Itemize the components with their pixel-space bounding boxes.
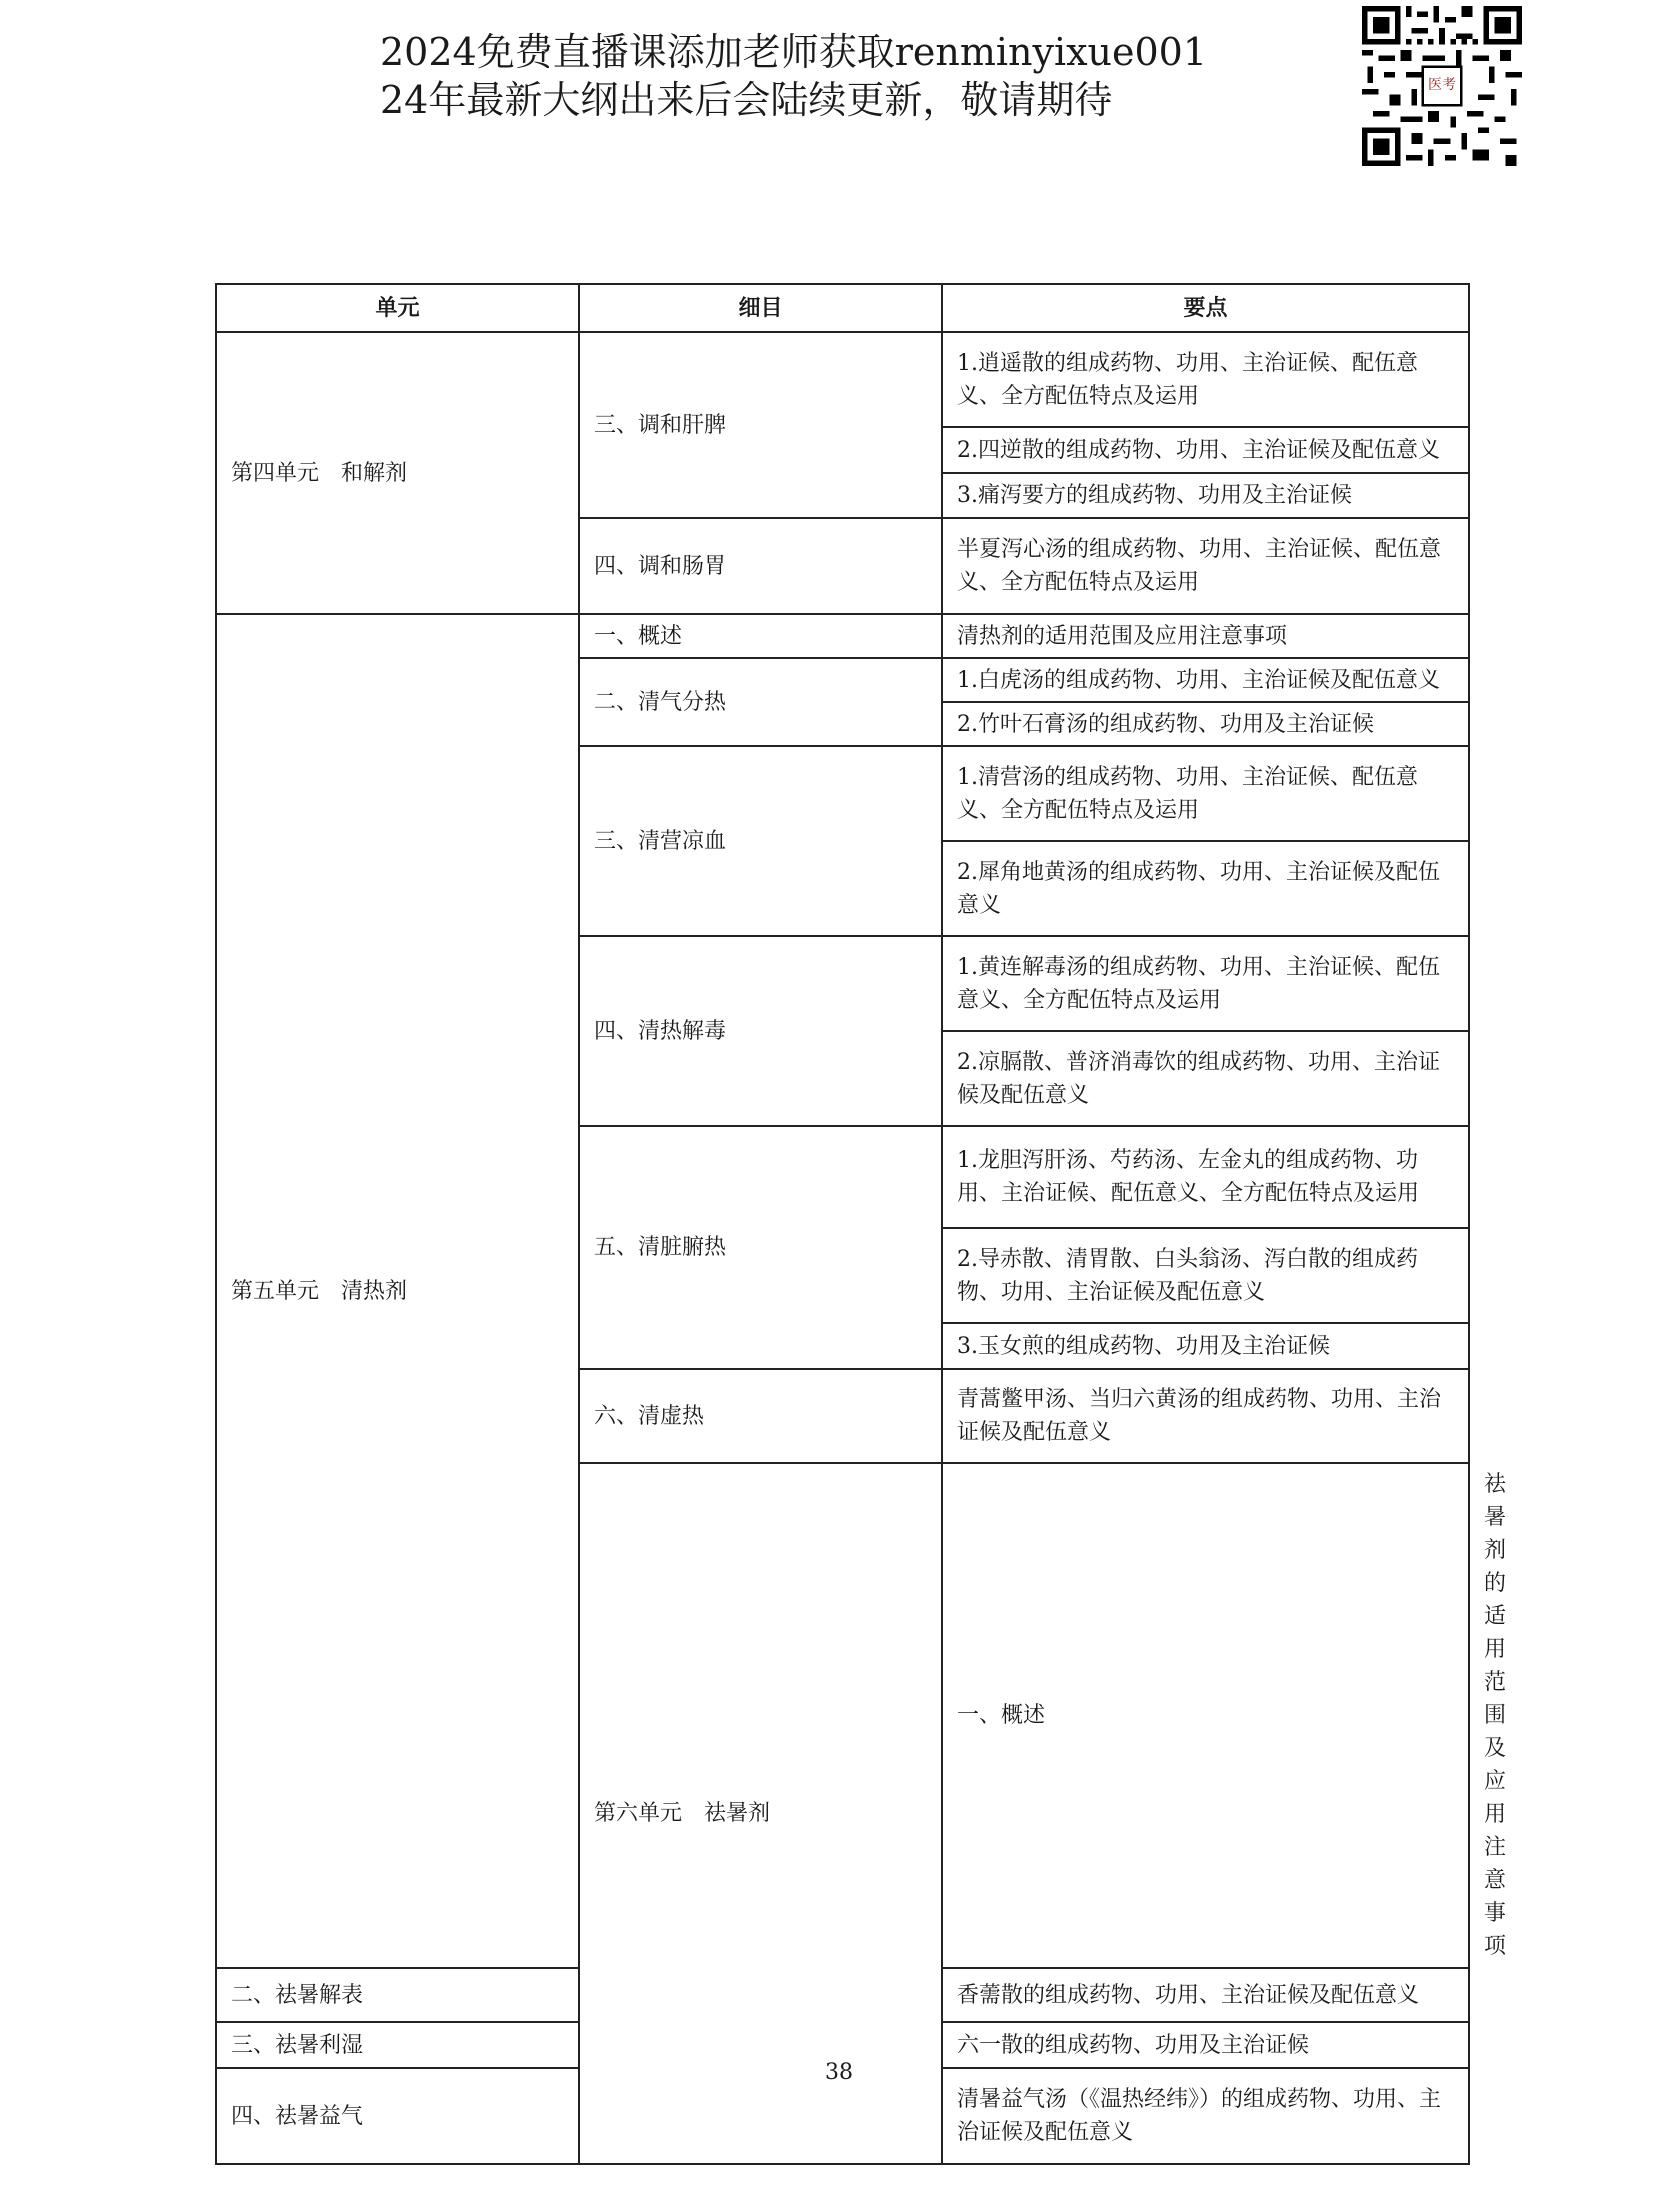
item-cell: 四、祛暑益气 — [216, 2068, 579, 2164]
point-cell: 2.凉膈散、普济消毒饮的组成药物、功用、主治证候及配伍意义 — [942, 1031, 1469, 1126]
point-cell: 3.玉女煎的组成药物、功用及主治证候 — [942, 1323, 1469, 1369]
point-cell: 半夏泻心汤的组成药物、功用、主治证候、配伍意义、全方配伍特点及运用 — [942, 518, 1469, 614]
unit-cell: 第五单元 清热剂 — [216, 614, 579, 1968]
point-cell: 2.竹叶石膏汤的组成药物、功用及主治证候 — [942, 702, 1469, 746]
point-cell: 清暑益气汤（《温热经纬》）的组成药物、功用、主治证候及配伍意义 — [942, 2068, 1469, 2164]
table-row — [216, 614, 1469, 658]
unit-cell: 第四单元 和解剂 — [216, 332, 579, 614]
table-header-row — [216, 284, 1469, 332]
item-cell: 六、清虚热 — [579, 1369, 942, 1463]
point-cell: 六一散的组成药物、功用及主治证候 — [942, 2022, 1469, 2068]
unit-cell: 第六单元 祛暑剂 — [579, 1463, 942, 2164]
point-cell: 1.黄连解毒汤的组成药物、功用、主治证候、配伍意义、全方配伍特点及运用 — [942, 936, 1469, 1031]
item-cell: 五、清脏腑热 — [579, 1126, 942, 1369]
item-cell: 三、祛暑利湿 — [216, 2022, 579, 2068]
page-number: 38 — [825, 2060, 853, 2085]
header-unit: 单元 — [216, 284, 579, 332]
point-cell: 1.白虎汤的组成药物、功用、主治证候及配伍意义 — [942, 658, 1469, 702]
item-cell: 三、清营凉血 — [579, 746, 942, 936]
point-cell: 1.清营汤的组成药物、功用、主治证候、配伍意义、全方配伍特点及运用 — [942, 746, 1469, 841]
point-cell: 清热剂的适用范围及应用注意事项 — [942, 614, 1469, 658]
point-cell: 香薷散的组成药物、功用、主治证候及配伍意义 — [942, 1968, 1469, 2022]
point-cell: 青蒿鳖甲汤、当归六黄汤的组成药物、功用、主治证候及配伍意义 — [942, 1369, 1469, 1463]
point-cell: 1.逍遥散的组成药物、功用、主治证候、配伍意义、全方配伍特点及运用 — [942, 332, 1469, 427]
qr-label: 医考 — [1428, 77, 1456, 93]
point-cell: 3.痛泻要方的组成药物、功用及主治证候 — [942, 473, 1469, 518]
header-points: 要点 — [942, 284, 1469, 332]
table-row — [216, 332, 1469, 427]
point-cell: 1.龙胆泻肝汤、芍药汤、左金丸的组成药物、功用、主治证候、配伍意义、全方配伍特点及运用 — [942, 1126, 1469, 1228]
point-cell: 2.四逆散的组成药物、功用、主治证候及配伍意义 — [942, 427, 1469, 473]
item-cell: 二、祛暑解表 — [216, 1968, 579, 2022]
header-item: 细目 — [579, 284, 942, 332]
header-banner — [380, 28, 1207, 124]
point-cell: 2.导赤散、清胃散、白头翁汤、泻白散的组成药物、功用、主治证候及配伍意义 — [942, 1228, 1469, 1323]
item-cell: 一、概述 — [942, 1463, 1469, 1968]
point-cell: 2.犀角地黄汤的组成药物、功用、主治证候及配伍意义 — [942, 841, 1469, 936]
syllabus-table — [215, 283, 1507, 2165]
banner-line-2: 24年最新大纲出来后会陆续更新，敬请期待 — [380, 78, 1113, 122]
item-cell: 四、清热解毒 — [579, 936, 942, 1126]
item-cell: 二、清气分热 — [579, 658, 942, 746]
item-cell: 四、调和肠胃 — [579, 518, 942, 614]
item-cell: 三、调和肝脾 — [579, 332, 942, 518]
banner-line-1: 2024免费直播课添加老师获取renminyixue001 — [380, 30, 1208, 74]
item-cell: 一、概述 — [579, 614, 942, 658]
table-row: 第六单元 祛暑剂 一、概述 祛暑剂的适用范围及应用注意事项 — [216, 1463, 1469, 1968]
